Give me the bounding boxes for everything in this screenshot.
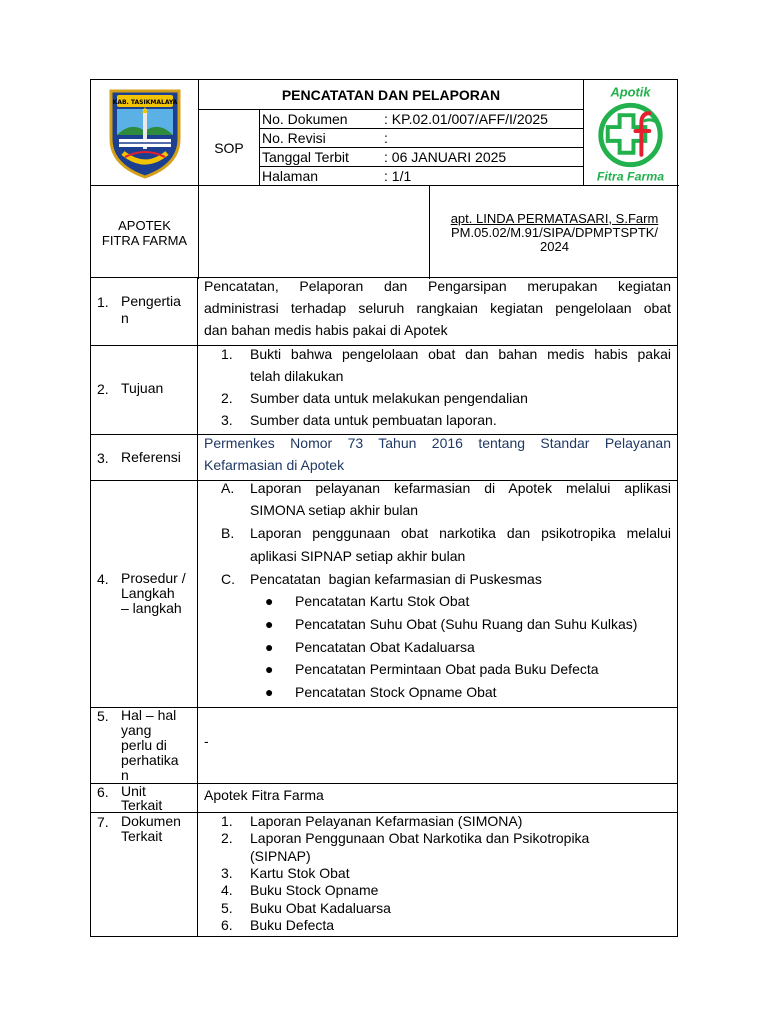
sop-label: SOP [214, 139, 244, 156]
list-text: (SIPNAP) [250, 848, 311, 864]
emblem-text: KAB. TASIKMALAYA [112, 98, 177, 106]
list-text: Buku Defecta [250, 917, 335, 933]
bullet-text: Pencatatan Stock Opname Obat [295, 684, 497, 700]
bullet-text: Pencatatan Kartu Stok Obat [295, 593, 470, 609]
bullet-icon: ● [265, 616, 274, 632]
bullet-text: Pencatatan Suhu Obat (Suhu Ruang dan Suhu Kulkas) [295, 616, 638, 632]
section-number: 2. [97, 381, 109, 397]
section-title: Tujuan [121, 380, 164, 396]
list-text: SIMONA setiap akhir bulan [250, 502, 419, 518]
list-number: 3. [221, 865, 233, 881]
bullet-icon: ● [265, 661, 274, 677]
section-label [91, 481, 198, 707]
list-number: 4. [221, 882, 233, 898]
section-label [91, 435, 198, 480]
meta-value: : [384, 130, 388, 146]
section-title-line1: Unit [121, 783, 146, 799]
section-tujuan [90, 346, 678, 435]
list-number: B. [221, 525, 235, 541]
list-text: Laporan Pelayanan Kefarmasian (SIMONA) [250, 813, 523, 829]
section-pengertian [90, 278, 678, 346]
signatory-block [430, 186, 679, 279]
section-content [199, 435, 677, 480]
section-title-line1: Prosedur / [121, 570, 186, 586]
section-number: 7. [97, 814, 109, 830]
list-number: 2. [221, 390, 233, 406]
pengertian-line1: Pencatatan, Pelaporan dan Pengarsipan merupakan kegiatan [204, 278, 671, 294]
section-dokumen-terkait [90, 813, 678, 937]
list-text: Kartu Stok Obat [250, 865, 350, 881]
meta-row-tanggal-terbit [260, 148, 583, 166]
list-number: 1. [221, 813, 233, 829]
section-content [199, 346, 677, 434]
apotik-fitra-farma-logo-icon [584, 81, 677, 185]
section-content [199, 481, 677, 707]
meta-key: Halaman [262, 168, 319, 184]
tasikmalaya-emblem-icon [105, 87, 185, 179]
bullet-text: Pencatatan Permintaan Obat pada Buku Defecta [295, 661, 599, 677]
section-content [199, 278, 677, 345]
section-title-line2: Terkait [121, 797, 163, 813]
section-number: 1. [97, 294, 109, 310]
list-text: aplikasi SIPNAP setiap akhir bulan [250, 548, 466, 564]
list-text: Buku Stock Opname [250, 882, 379, 898]
list-number: 1. [221, 346, 233, 362]
list-text: telah dilakukan [250, 368, 344, 384]
meta-key: No. Revisi [262, 130, 326, 146]
list-text: Pencatatan bagian kefarmasian di Puskesmas [250, 571, 542, 587]
section-title-line2: n [121, 310, 129, 326]
pengertian-line3: dan bahan medis habis pakai di Apotek [204, 322, 448, 338]
signatory-license: PM.05.02/M.91/SIPA/DPMPTSPTK/ [450, 224, 659, 240]
list-text: Laporan pelayanan kefarmasian di Apotek melalui aplikasi [250, 480, 671, 496]
section-content [199, 708, 677, 783]
pengertian-line2: administrasi terhadap seluruh rangkaian kegiatan pengelolaan obat [204, 300, 671, 316]
document-title: PENCATATAN DAN PELAPORAN [281, 87, 501, 103]
meta-value: : 06 JANUARI 2025 [384, 149, 507, 165]
bullet-text: Pencatatan Obat Kadaluarsa [295, 639, 475, 655]
list-number: A. [221, 480, 235, 496]
list-number: C. [221, 571, 235, 587]
section-title-line3: perlu di [121, 737, 167, 753]
logo-bottom-text: Fitra Farma [596, 168, 665, 183]
unit-line2: FITRA FARMA [101, 232, 188, 248]
meta-row-no-revisi [260, 129, 583, 147]
section-number: 4. [97, 571, 109, 587]
section-title-line1: Pengertia [121, 293, 181, 309]
section-content [199, 784, 677, 812]
meta-value: : 1/1 [384, 168, 412, 184]
hal-content: - [204, 733, 209, 749]
section-title-line2: Langkah [121, 585, 175, 601]
list-text: Buku Obat Kadaluarsa [250, 900, 391, 916]
section-content [199, 813, 677, 936]
section-title-line3: – langkah [121, 600, 182, 616]
signatory-name: apt. LINDA PERMATASARI, S.Farm [450, 210, 659, 226]
meta-row-halaman [260, 167, 583, 185]
section-title-line4: perhatika [121, 752, 179, 768]
pharmacy-logo [584, 80, 677, 185]
referensi-line1: Permenkes Nomor 73 Tahun 2016 tentang Standar Pelayanan [204, 435, 671, 451]
section-title-line1: Hal – hal [121, 707, 177, 723]
logo-top-text: Apotik [610, 83, 651, 99]
unit-line1: APOTEK [118, 217, 171, 233]
section-prosedur [90, 481, 678, 708]
section-title: Referensi [121, 449, 181, 465]
meta-key: No. Dokumen [262, 111, 348, 127]
section-title-line5: n [121, 767, 129, 783]
signatory-license-year: 2024 [540, 238, 569, 254]
meta-row-no-dokumen [260, 110, 583, 128]
section-number: 3. [97, 450, 109, 466]
section-referensi [90, 435, 678, 481]
list-number: 3. [221, 412, 233, 428]
meta-value: : KP.02.01/007/AFF/I/2025 [384, 111, 548, 127]
list-text: Laporan Penggunaan Obat Narkotika dan Psikotropika [250, 830, 590, 846]
section-hal-perlu-diperhatikan [90, 708, 678, 784]
unit-name [91, 186, 198, 279]
document-header [90, 79, 678, 278]
section-number: 6. [97, 784, 109, 800]
section-label [91, 784, 198, 812]
section-unit-terkait [90, 784, 678, 813]
section-title-line2: Terkait [121, 828, 163, 844]
unit-terkait-content: Apotek Fitra Farma [204, 787, 324, 803]
list-text: Bukti bahwa pengelolaan obat dan bahan medis habis pakai [250, 346, 671, 362]
list-number: 5. [221, 900, 233, 916]
section-label [91, 346, 198, 434]
list-number: 2. [221, 830, 233, 846]
section-title-line1: Dokumen [121, 813, 181, 829]
list-number: 6. [221, 917, 233, 933]
bullet-icon: ● [265, 593, 274, 609]
meta-key: Tanggal Terbit [262, 149, 349, 165]
section-number: 5. [97, 708, 109, 724]
section-label [91, 278, 198, 345]
bullet-icon: ● [265, 639, 274, 655]
list-text: Sumber data untuk melakukan pengendalian [250, 390, 528, 406]
list-text: Laporan penggunaan obat narkotika dan psikotropika melalui [250, 525, 671, 541]
referensi-line2: Kefarmasian di Apotek [204, 457, 345, 473]
section-title-line2: yang [121, 722, 152, 738]
bullet-icon: ● [265, 684, 274, 700]
list-text: Sumber data untuk pembuatan laporan. [250, 412, 497, 428]
regency-emblem [91, 80, 198, 185]
section-label [91, 708, 198, 783]
section-label [91, 813, 198, 936]
